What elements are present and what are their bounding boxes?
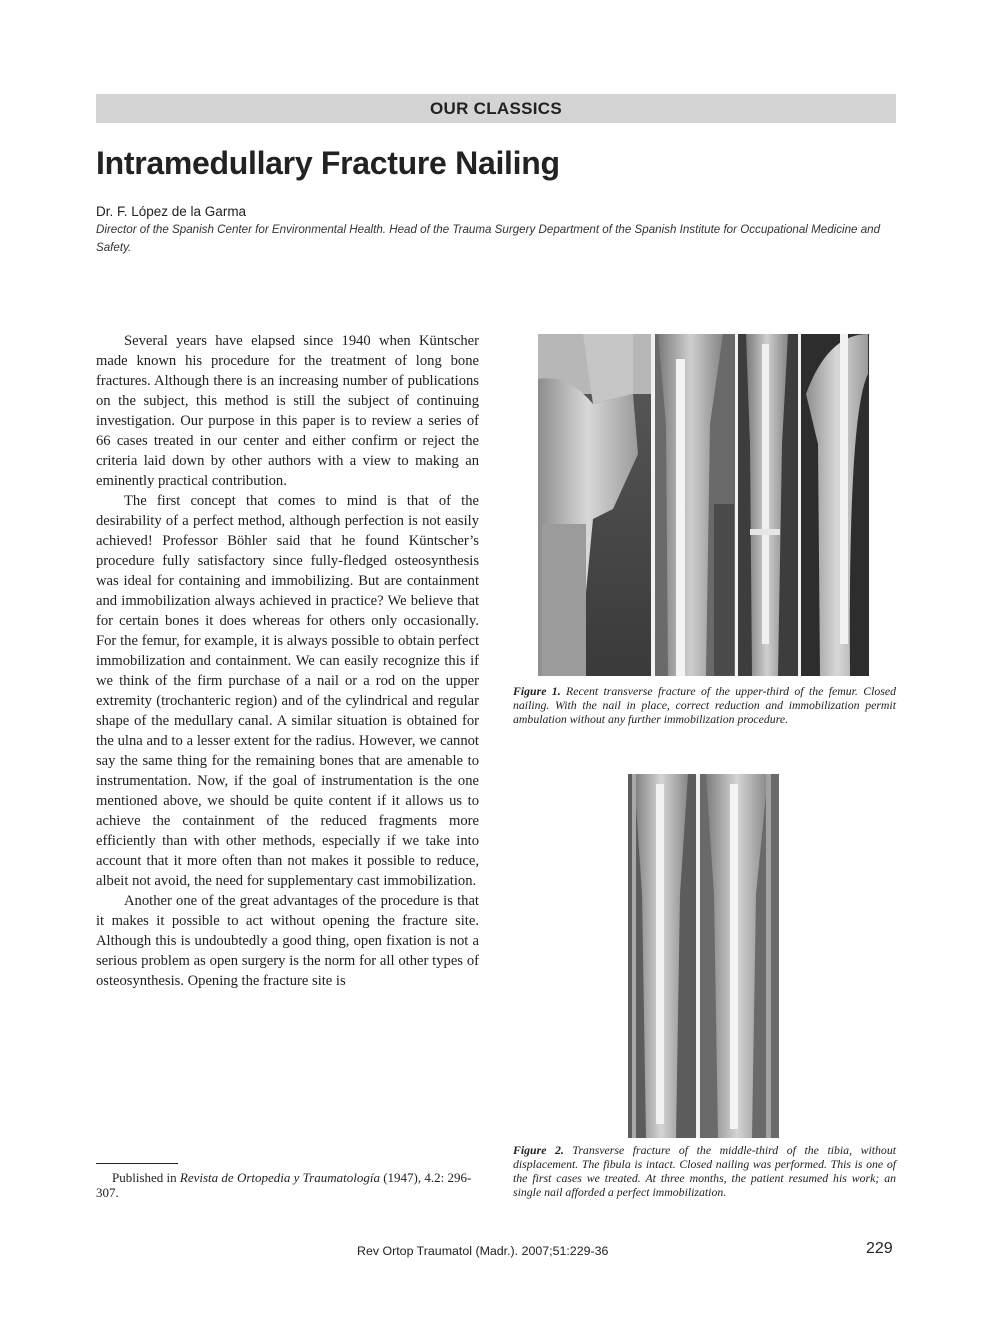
figure-2-radiograph	[628, 774, 779, 1138]
body-text-column	[96, 331, 479, 991]
femur-xray-image	[538, 334, 869, 676]
footnote	[96, 1170, 479, 1200]
figure-1-label: Figure 1.	[513, 684, 561, 698]
figure-2-label: Figure 2.	[513, 1143, 564, 1157]
figure-2-caption	[513, 1143, 896, 1199]
footnote-journal: Revista de Ortopedia y Traumatología	[179, 1170, 380, 1185]
figure-2-text: Transverse fracture of the middle-third of the tibia, without displacement. The fibula is intact. Closed nailing was performed. This is one of the first cases we treated. At three months, the patient resumed his work; an single nail afforded a perfect immobilization.	[513, 1143, 896, 1199]
body-paragraph: Several years have elapsed since 1940 when Küntscher made known his procedure for the treatment of long bone fractures. Although there is an increasing number of publications on the subject, this method is still the subject of continuing investigation. Our purpose in this paper is to review a series of 66 cases treated in our center and either confirm or reject the criteria laid down by other authors with a view to making an eminently practical contribution.	[96, 333, 479, 489]
figure-1-text: Recent transverse fracture of the upper-third of the femur. Closed nailing. With the nail in place, correct reduction and immobilization permit ambulation without any further immobilization procedure.	[513, 684, 896, 726]
body-paragraph: The first concept that comes to mind is that of the desirability of a perfect method, although perfection is not easily achieved! Professor Böhler said that he found Küntscher’s procedure fully satisfactory since fully-fledged osteosynthesis was ideal for containing and immobilizing. But are containment and immobilization always achieved in practice? We believe that for certain bones it does whereas for others only occasionally. For the femur, for example, it is always possible to obtain perfect immobilization and containment. We can easily recognize this if we think of the firm purchase of a nail or a rod on the upper extremity (trochanteric region) and of the cylindrical and regular shape of the medullary canal. A similar situation is obtained for the ulna and to a lesser extent for the radius. However, we cannot say the same thing for the remaining bones that are amenable to instrumentation. Now, if the goal of instrumentation is the one mentioned above, we should be quite content if it allows us to achieve the containment of the reduced fragments more efficiently than with other methods, especially if we take into account that it more often than not makes it possible to reduce, albeit not avoid, the need for supplementary cast immobilization.	[96, 493, 479, 889]
article-title: Intramedullary Fracture Nailing	[96, 145, 560, 181]
footnote-suffix: (1947), 4.2: 296-307.	[96, 1170, 472, 1200]
body-paragraph: Another one of the great advantages of the procedure is that it makes it possible to act without opening the fracture site. Although this is undoubtedly a good thing, open fixation is not a serious problem as open surgery is the norm for all other types of osteosynthesis. Opening the fracture site is	[96, 893, 479, 989]
footnote-prefix: Published in	[112, 1170, 180, 1185]
footnote-divider	[96, 1163, 178, 1164]
figure-1-caption	[513, 684, 896, 726]
page-number: 229	[866, 1240, 893, 1257]
section-header	[96, 94, 896, 123]
author-affiliation: Director of the Spanish Center for Environmental Health. Head of the Trauma Surgery Department of the Spanish Institute for Occupational Medicine and Safety.	[96, 223, 881, 254]
journal-citation: Rev Ortop Traumatol (Madr.). 2007;51:229-36	[357, 1244, 609, 1258]
author-name: Dr. F. López de la Garma	[96, 204, 247, 219]
figure-1-radiograph	[538, 334, 869, 676]
tibia-xray-image	[628, 774, 779, 1138]
section-label: OUR CLASSICS	[429, 98, 563, 118]
